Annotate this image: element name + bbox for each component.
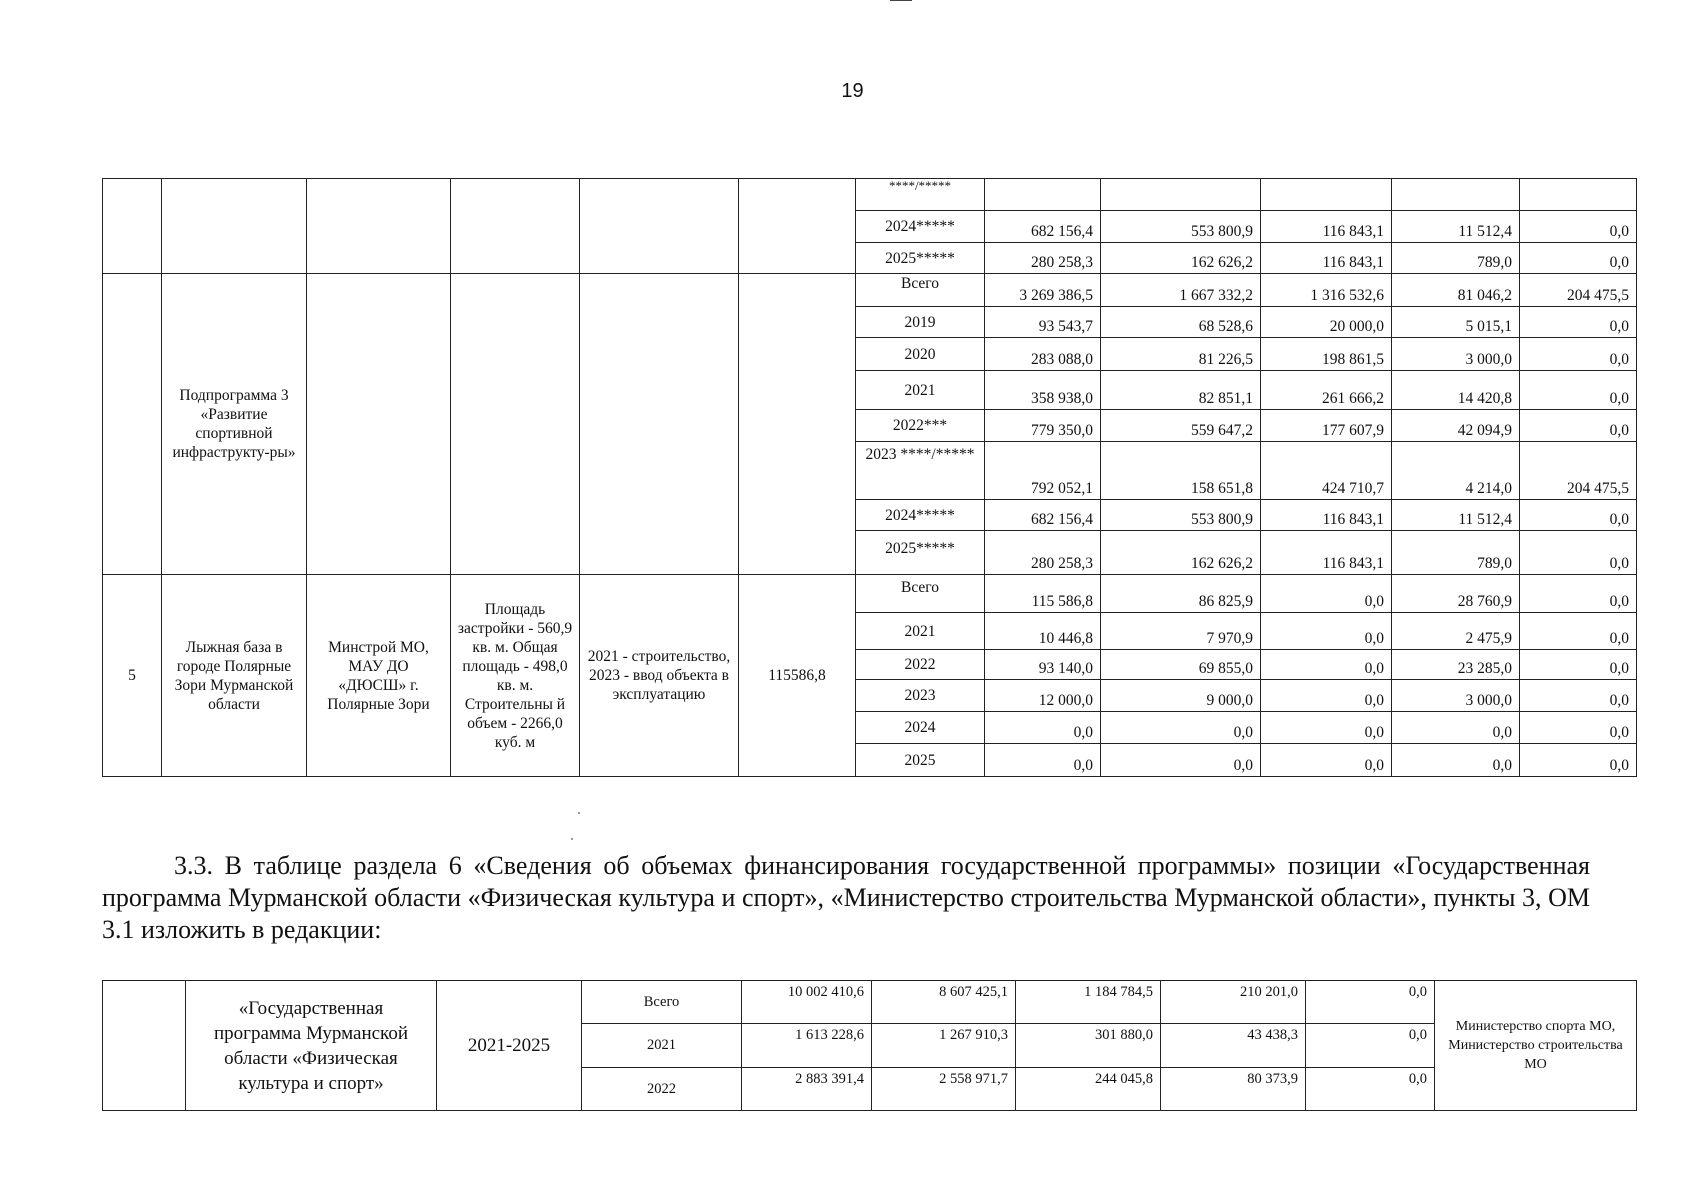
value-cell: 0,0: [1520, 211, 1637, 243]
year-cell: 2025*****: [856, 531, 985, 575]
value-cell: 116 843,1: [1261, 531, 1392, 575]
subprogram-name: Подпрограмма 3 «Развитие спортивной инфраструкту-ры»: [162, 274, 307, 575]
value-cell: 86 825,9: [1101, 575, 1261, 613]
year-cell: 2021: [582, 1024, 742, 1068]
value-cell: 23 285,0: [1392, 650, 1520, 680]
page-top-mark: [890, 0, 912, 1]
value-cell: 0,0: [1261, 680, 1392, 712]
year-cell: ****/*****: [856, 179, 985, 211]
value-cell: 20 000,0: [1261, 307, 1392, 338]
value-cell: 0,0: [1520, 371, 1637, 410]
scan-speck: [571, 838, 573, 840]
value-cell: 261 666,2: [1261, 371, 1392, 410]
year-cell: 2022***: [856, 410, 985, 442]
year-cell: 2023 ****/*****: [856, 442, 985, 500]
value-cell: 0,0: [1101, 744, 1261, 777]
value-cell: 792 052,1: [985, 442, 1101, 500]
value-cell: 3 000,0: [1392, 338, 1520, 371]
year-cell: 2025*****: [856, 243, 985, 274]
year-cell: 2025: [856, 744, 985, 777]
value-cell: 1 267 910,3: [872, 1024, 1016, 1068]
value-cell: 0,0: [1520, 680, 1637, 712]
value-cell: 69 855,0: [1101, 650, 1261, 680]
cell-params: [451, 274, 580, 575]
object-parameters: Площадь застройки - 560,9 кв. м. Общая площадь - 498,0 кв. м. Строительны й объем - 2266,0 куб. м: [451, 575, 580, 777]
cell-executor: [307, 274, 451, 575]
value-cell: 0,0: [1520, 500, 1637, 531]
year-cell: 2024: [856, 712, 985, 744]
value-cell: 162 626,2: [1101, 243, 1261, 274]
value-cell: 0,0: [1261, 744, 1392, 777]
cell-cost: [739, 179, 856, 274]
financing-table-objects: [102, 178, 1637, 777]
cell-num: [103, 179, 162, 274]
amendment-paragraph: [102, 850, 1590, 946]
value-cell: 0,0: [985, 712, 1101, 744]
value-cell: 81 046,2: [1392, 274, 1520, 307]
value-cell: 1 316 532,6: [1261, 274, 1392, 307]
value-cell: 177 607,9: [1261, 410, 1392, 442]
year-cell: Всего: [856, 575, 985, 613]
value-cell: 81 226,5: [1101, 338, 1261, 371]
value-cell: 28 760,9: [1392, 575, 1520, 613]
value-cell: 5 015,1: [1392, 307, 1520, 338]
value-cell: 115 586,8: [985, 575, 1101, 613]
value-cell: 0,0: [1306, 981, 1435, 1024]
value-cell: 0,0: [1261, 650, 1392, 680]
value-cell: 682 156,4: [985, 500, 1101, 531]
value-cell: 3 000,0: [1392, 680, 1520, 712]
value-cell: 0,0: [1520, 531, 1637, 575]
value-cell: 43 438,3: [1161, 1024, 1306, 1068]
implementation-period: 2021 - строительство, 2023 - ввод объекта в эксплуатацию: [580, 575, 739, 777]
value-cell: 0,0: [1520, 613, 1637, 650]
value-cell: 3 269 386,5: [985, 274, 1101, 307]
value-cell: [1392, 179, 1520, 211]
value-cell: 244 045,8: [1016, 1068, 1161, 1111]
table-row: [103, 575, 1637, 613]
object-name: Лыжная база в городе Полярные Зори Мурманской области: [162, 575, 307, 777]
value-cell: 158 651,8: [1101, 442, 1261, 500]
value-cell: 0,0: [1520, 338, 1637, 371]
value-cell: 82 851,1: [1101, 371, 1261, 410]
value-cell: 0,0: [1101, 712, 1261, 744]
value-cell: 779 350,0: [985, 410, 1101, 442]
paragraph-text: 3.3. В таблице раздела 6 «Сведения об объемах финансирования государственной программы» позиции «Государственная программа Мурманской области «Физическая культура и спорт», «Министерство строительства Мурманской области», пункты 3, ОМ 3.1 изложить в редакции:: [102, 851, 1590, 944]
value-cell: 0,0: [1520, 650, 1637, 680]
value-cell: 0,0: [1261, 575, 1392, 613]
value-cell: 2 558 971,7: [872, 1068, 1016, 1111]
program-name: «Государственная программа Мурманской области «Физическая культура и спорт»: [186, 981, 437, 1111]
value-cell: 0,0: [1261, 613, 1392, 650]
value-cell: [1520, 179, 1637, 211]
value-cell: 0,0: [1520, 575, 1637, 613]
value-cell: 198 861,5: [1261, 338, 1392, 371]
value-cell: 80 373,9: [1161, 1068, 1306, 1111]
value-cell: 0,0: [1392, 744, 1520, 777]
value-cell: 93 140,0: [985, 650, 1101, 680]
value-cell: 559 647,2: [1101, 410, 1261, 442]
value-cell: 0,0: [1520, 744, 1637, 777]
value-cell: [985, 179, 1101, 211]
value-cell: 162 626,2: [1101, 531, 1261, 575]
value-cell: 116 843,1: [1261, 211, 1392, 243]
value-cell: 0,0: [1306, 1068, 1435, 1111]
value-cell: 93 543,7: [985, 307, 1101, 338]
value-cell: 1 667 332,2: [1101, 274, 1261, 307]
cell-executor: [307, 179, 451, 274]
value-cell: 116 843,1: [1261, 500, 1392, 531]
value-cell: 283 088,0: [985, 338, 1101, 371]
program-executor: Министерство спорта МО, Министерство строительства МО: [1435, 981, 1637, 1111]
value-cell: 789,0: [1392, 531, 1520, 575]
value-cell: 4 214,0: [1392, 442, 1520, 500]
value-cell: 280 258,3: [985, 243, 1101, 274]
value-cell: 553 800,9: [1101, 500, 1261, 531]
year-cell: 2021: [856, 371, 985, 410]
value-cell: 210 201,0: [1161, 981, 1306, 1024]
value-cell: 10 002 410,6: [742, 981, 872, 1024]
value-cell: 10 446,8: [985, 613, 1101, 650]
table-row: [103, 179, 1637, 211]
value-cell: 0,0: [1261, 712, 1392, 744]
scan-speck: [578, 812, 580, 814]
value-cell: 12 000,0: [985, 680, 1101, 712]
value-cell: 0,0: [985, 744, 1101, 777]
year-cell: 2022: [856, 650, 985, 680]
value-cell: 9 000,0: [1101, 680, 1261, 712]
table-row: [103, 981, 1637, 1024]
value-cell: 204 475,5: [1520, 274, 1637, 307]
value-cell: 0,0: [1392, 712, 1520, 744]
value-cell: 1 184 784,5: [1016, 981, 1161, 1024]
page-number: 19: [841, 80, 864, 102]
value-cell: 0,0: [1306, 1024, 1435, 1068]
table-row: [103, 274, 1637, 307]
value-cell: 8 607 425,1: [872, 981, 1016, 1024]
value-cell: 0,0: [1520, 712, 1637, 744]
value-cell: 0,0: [1520, 243, 1637, 274]
value-cell: 116 843,1: [1261, 243, 1392, 274]
year-cell: 2020: [856, 338, 985, 371]
value-cell: 553 800,9: [1101, 211, 1261, 243]
cell-cost: [739, 274, 856, 575]
value-cell: 789,0: [1392, 243, 1520, 274]
value-cell: 280 258,3: [985, 531, 1101, 575]
item-number: 5: [103, 575, 162, 777]
value-cell: 7 970,9: [1101, 613, 1261, 650]
year-cell: 2022: [582, 1068, 742, 1111]
value-cell: 358 938,0: [985, 371, 1101, 410]
year-cell: 2021: [856, 613, 985, 650]
cell-num: [103, 274, 162, 575]
value-cell: 0,0: [1520, 307, 1637, 338]
year-cell: Всего: [856, 274, 985, 307]
value-cell: 11 512,4: [1392, 500, 1520, 531]
value-cell: 424 710,7: [1261, 442, 1392, 500]
financing-table-program: [102, 980, 1637, 1111]
cell-params: [451, 179, 580, 274]
year-cell: 2023: [856, 680, 985, 712]
cell-period: [580, 179, 739, 274]
value-cell: 204 475,5: [1520, 442, 1637, 500]
value-cell: 1 613 228,6: [742, 1024, 872, 1068]
year-cell: 2024*****: [856, 500, 985, 531]
object-cost: 115586,8: [739, 575, 856, 777]
value-cell: 301 880,0: [1016, 1024, 1161, 1068]
program-period: 2021-2025: [437, 981, 582, 1111]
cell-period: [580, 274, 739, 575]
value-cell: 682 156,4: [985, 211, 1101, 243]
value-cell: 2 475,9: [1392, 613, 1520, 650]
value-cell: 14 420,8: [1392, 371, 1520, 410]
value-cell: 42 094,9: [1392, 410, 1520, 442]
cell-name: [162, 179, 307, 274]
value-cell: 11 512,4: [1392, 211, 1520, 243]
executor-name: Минстрой МО, МАУ ДО «ДЮСШ» г. Полярные Зори: [307, 575, 451, 777]
value-cell: [1261, 179, 1392, 211]
year-cell: 2019: [856, 307, 985, 338]
value-cell: 68 528,6: [1101, 307, 1261, 338]
year-cell: Всего: [582, 981, 742, 1024]
value-cell: 2 883 391,4: [742, 1068, 872, 1111]
value-cell: 0,0: [1520, 410, 1637, 442]
value-cell: [1101, 179, 1261, 211]
year-cell: 2024*****: [856, 211, 985, 243]
cell-num: [103, 981, 186, 1111]
